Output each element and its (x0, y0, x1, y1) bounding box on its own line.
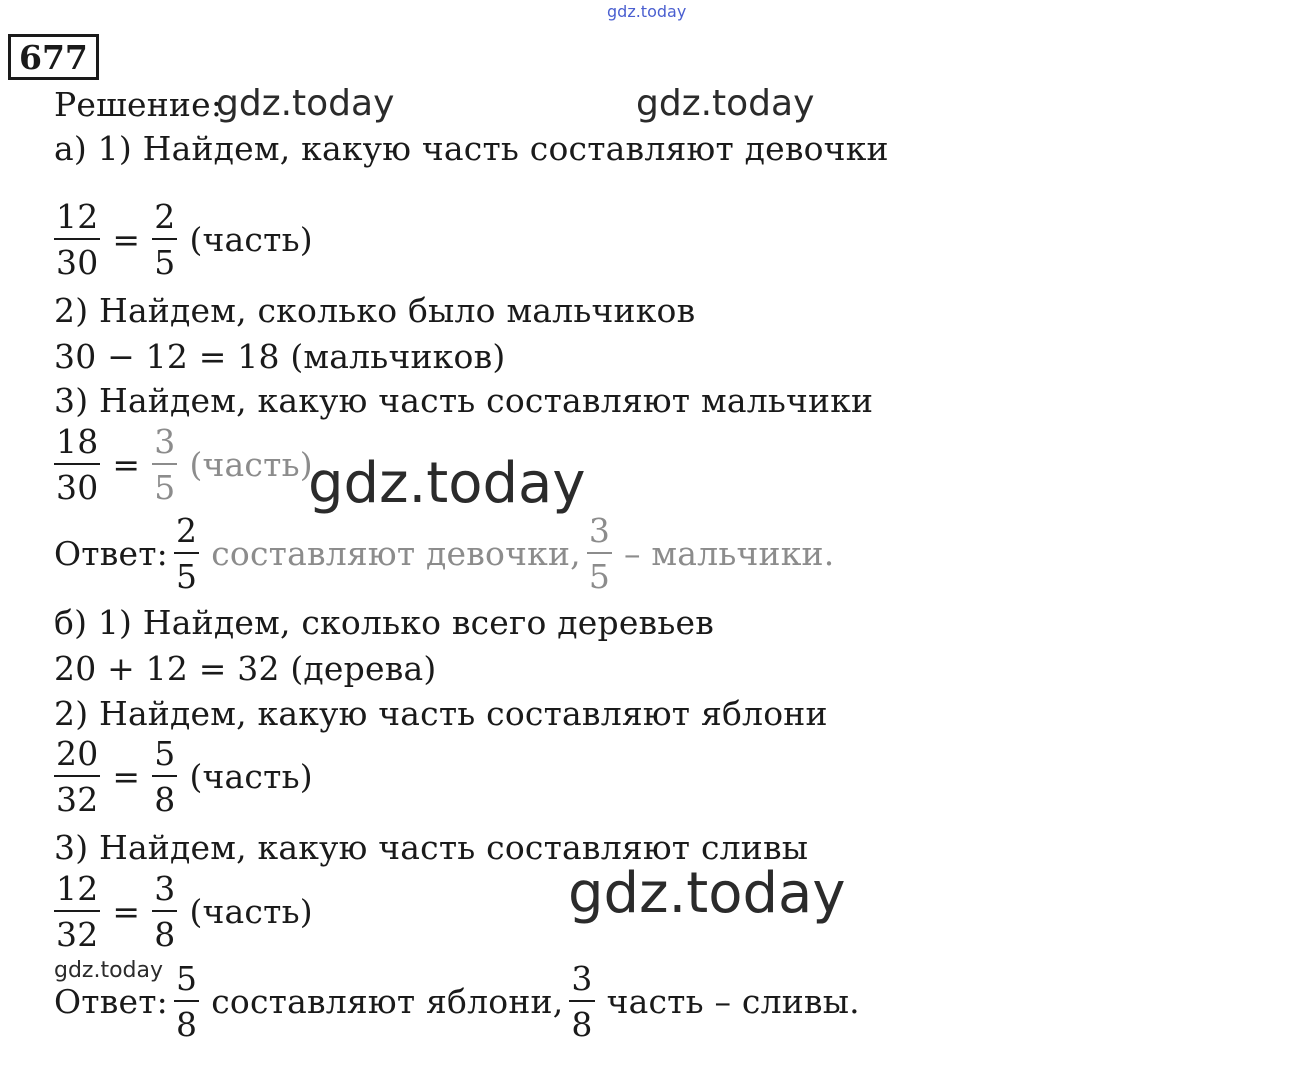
denominator: 5 (152, 463, 177, 504)
unit-label: (часть) (189, 892, 313, 931)
denominator: 5 (174, 552, 199, 593)
unit-label: (часть) (189, 757, 313, 796)
solution-label: Решение: (54, 85, 223, 124)
part-a-step-3 (54, 381, 874, 420)
fraction (54, 869, 100, 954)
denominator: 32 (54, 775, 100, 816)
part-a-fraction-3 (54, 422, 313, 507)
step-text: 2) Найдем, сколько было мальчиков (54, 291, 696, 330)
denominator: 30 (54, 463, 100, 504)
unit-label: (часть) (189, 220, 313, 259)
watermark-small: gdz.today (54, 958, 164, 983)
part-a-step-2 (54, 291, 696, 330)
numerator: 12 (56, 197, 99, 236)
fraction (174, 959, 199, 1044)
fraction (152, 734, 177, 819)
answer-label: Ответ: (54, 982, 168, 1021)
numerator: 3 (154, 869, 176, 908)
unit-label: (часть) (189, 445, 313, 484)
numerator: 2 (176, 511, 198, 550)
denominator: 30 (54, 238, 100, 279)
part-a-step-1 (54, 129, 889, 168)
fraction (174, 511, 199, 596)
denominator: 8 (152, 910, 177, 951)
answer-text: часть – сливы. (606, 982, 860, 1021)
numerator: 18 (56, 422, 99, 461)
fraction (152, 869, 177, 954)
numerator: 12 (56, 869, 99, 908)
fraction (569, 959, 594, 1044)
equals-sign: = (112, 220, 141, 259)
part-b-calc-1 (54, 649, 437, 688)
answer-text: – мальчики. (624, 534, 835, 573)
fraction (54, 734, 100, 819)
part-a-answer (54, 511, 835, 596)
step-text: 3) Найдем, какую часть составляют мальчики (54, 381, 874, 420)
watermark-large-1: gdz.today (308, 451, 586, 516)
part-b-fraction-2 (54, 734, 313, 819)
part-b-step-1 (54, 603, 715, 642)
part-b-answer (54, 958, 860, 1044)
numerator: 5 (154, 734, 176, 773)
task-number: 677 (19, 38, 88, 77)
fraction (54, 422, 100, 507)
answer-text: составляют девочки, (211, 534, 581, 573)
denominator: 8 (152, 775, 177, 816)
fraction (54, 197, 100, 282)
watermark-header-2: gdz.today (636, 83, 815, 124)
watermark-header-1: gdz.today (216, 83, 395, 124)
watermark-large-2: gdz.today (568, 861, 846, 926)
equals-sign: = (112, 757, 141, 796)
denominator: 8 (174, 1000, 199, 1041)
task-number-box (8, 34, 99, 80)
part-b-fraction-3 (54, 869, 313, 954)
fraction (152, 197, 177, 282)
part-b-step-3 (54, 828, 809, 867)
equals-sign: = (112, 445, 141, 484)
denominator: 8 (569, 1000, 594, 1041)
numerator: 20 (56, 734, 99, 773)
step-text: 2) Найдем, какую часть составляют яблони (54, 694, 828, 733)
numerator: 3 (154, 422, 176, 461)
part-a-fraction-1 (54, 197, 313, 282)
step-text: б) 1) Найдем, сколько всего деревьев (54, 603, 715, 642)
fraction (587, 511, 612, 596)
denominator: 32 (54, 910, 100, 951)
solution-heading (54, 85, 223, 124)
numerator: 5 (176, 959, 198, 998)
answer-label: Ответ: (54, 534, 168, 573)
numerator: 2 (154, 197, 176, 236)
step-text: а) 1) Найдем, какую часть составляют девочки (54, 129, 889, 168)
part-a-calc-2 (54, 337, 506, 376)
watermark-top: gdz.today (607, 2, 687, 21)
equals-sign: = (112, 892, 141, 931)
numerator: 3 (571, 959, 593, 998)
part-b-step-2 (54, 694, 828, 733)
calculation: 20 + 12 = 32 (дерева) (54, 649, 437, 688)
fraction (152, 422, 177, 507)
denominator: 5 (152, 238, 177, 279)
step-text: 3) Найдем, какую часть составляют сливы (54, 828, 809, 867)
answer-text: составляют яблони, (211, 982, 564, 1021)
denominator: 5 (587, 552, 612, 593)
numerator: 3 (588, 511, 611, 550)
calculation: 30 − 12 = 18 (мальчиков) (54, 337, 506, 376)
